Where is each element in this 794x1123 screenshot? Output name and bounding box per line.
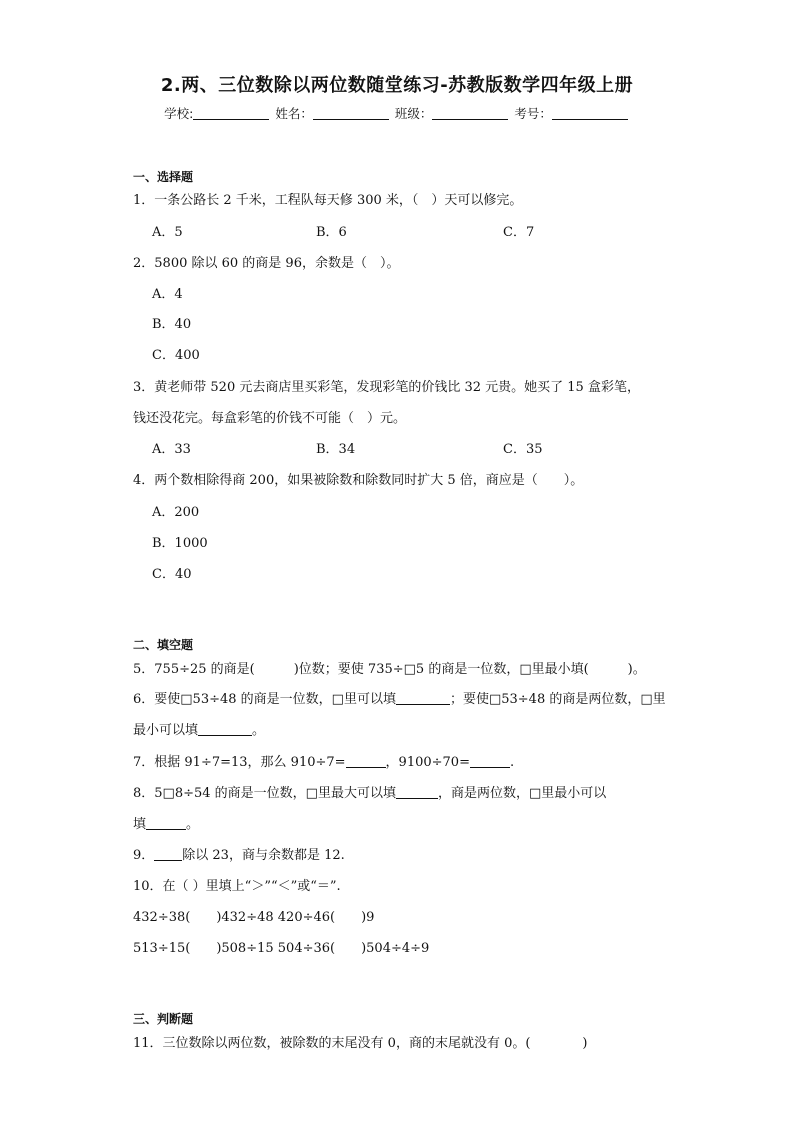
q7-text-end: . <box>509 755 515 770</box>
q7-blank-2[interactable] <box>470 755 510 768</box>
question-10-row-1: 432÷38( )432÷48 420÷46( )9 <box>133 910 375 925</box>
question-10: 10．在（ ）里填上“＞”“＜”或“＝”. <box>133 879 341 894</box>
q2-option-c[interactable]: C．400 <box>152 348 200 363</box>
question-5: 5．755÷25 的商是( )位数；要使 735÷□5 的商是一位数，□里最小填( )。 <box>133 662 646 677</box>
class-label: 班级： <box>394 106 433 121</box>
section-choice-heading: 一、选择题 <box>133 170 194 184</box>
q7-text-2: ，9100÷70= <box>385 755 470 770</box>
q8-text-1: 8．5□8÷54 的商是一位数，□里最大可以填 <box>133 786 396 801</box>
q8-text-2: ，商是两位数，□里最小可以 <box>437 786 607 801</box>
q4-option-a[interactable]: A．200 <box>152 505 200 520</box>
page-title: 2.两、三位数除以两位数随堂练习-苏教版数学四年级上册 <box>160 75 634 96</box>
q8-text-3: 填 <box>133 817 147 832</box>
q9-text-2: 除以 23，商与余数都是 12. <box>182 848 345 863</box>
question-3-line-2: 钱还没花完。每盒彩笔的价钱不可能（ ）元。 <box>133 411 407 426</box>
q1-option-a[interactable]: A．5 <box>152 225 183 240</box>
q7-text-1: 7．根据 91÷7=13，那么 910÷7= <box>133 755 346 770</box>
q9-blank[interactable] <box>154 848 182 861</box>
section-fill-heading: 二、填空题 <box>133 638 194 652</box>
question-10-row-2: 513÷15( )508÷15 504÷36( )504÷4÷9 <box>133 941 430 956</box>
section-judge-heading: 三、判断题 <box>133 1012 194 1026</box>
question-4: 4．两个数相除得商 200，如果被除数和除数同时扩大 5 倍，商应是（ ）。 <box>133 473 584 488</box>
q1-option-b[interactable]: B．6 <box>316 225 347 240</box>
student-info-row <box>0 104 794 122</box>
name-label: 姓名： <box>275 106 313 121</box>
q8-text-end: 。 <box>186 817 200 832</box>
question-8-line-2 <box>133 817 199 833</box>
question-1: 1．一条公路长 2 千米，工程队每天修 300 米，（ ）天可以修完。 <box>133 193 523 208</box>
q1-option-c[interactable]: C．7 <box>503 225 535 240</box>
exam-no-label: 考号： <box>514 106 552 121</box>
q4-option-b[interactable]: B．1000 <box>152 536 208 551</box>
q6-blank-2[interactable] <box>198 723 252 736</box>
q4-option-c[interactable]: C．40 <box>152 567 192 582</box>
question-2: 2．5800 除以 60 的商是 96，余数是（ ）。 <box>133 256 400 271</box>
question-11: 11．三位数除以两位数，被除数的末尾没有 0，商的末尾就没有 0。( ) <box>133 1036 588 1051</box>
q6-text-2: ；要使□53÷48 的商是两位数，□里 <box>449 692 666 707</box>
q8-blank-1[interactable] <box>396 786 438 799</box>
exam-no-blank[interactable] <box>552 107 628 120</box>
question-6-line-1 <box>133 692 666 708</box>
question-3-line-1: 3．黄老师带 520 元去商店里买彩笔，发现彩笔的价钱比 32 元贵。她买了 15 盒彩笔， <box>133 380 640 395</box>
q2-option-b[interactable]: B．40 <box>152 317 192 332</box>
question-9 <box>133 848 345 864</box>
school-blank[interactable] <box>193 107 269 120</box>
q7-blank-1[interactable] <box>346 755 386 768</box>
q6-text-1: 6．要使□53÷48 的商是一位数，□里可以填 <box>133 692 396 707</box>
name-blank[interactable] <box>313 107 389 120</box>
q2-option-a[interactable]: A．4 <box>152 287 183 302</box>
q6-text-3: 最小可以填 <box>133 723 199 738</box>
q8-blank-2[interactable] <box>146 817 186 830</box>
school-label: 学校: <box>164 106 194 121</box>
q3-option-c[interactable]: C．35 <box>503 442 543 457</box>
question-7 <box>133 755 514 771</box>
q3-option-a[interactable]: A．33 <box>152 442 191 457</box>
q6-blank-1[interactable] <box>396 692 450 705</box>
question-8-line-1 <box>133 786 606 802</box>
class-blank[interactable] <box>432 107 508 120</box>
q6-text-end: 。 <box>252 723 266 738</box>
q9-text-1: 9． <box>133 848 155 863</box>
question-6-line-2 <box>133 723 265 739</box>
q3-option-b[interactable]: B．34 <box>316 442 356 457</box>
